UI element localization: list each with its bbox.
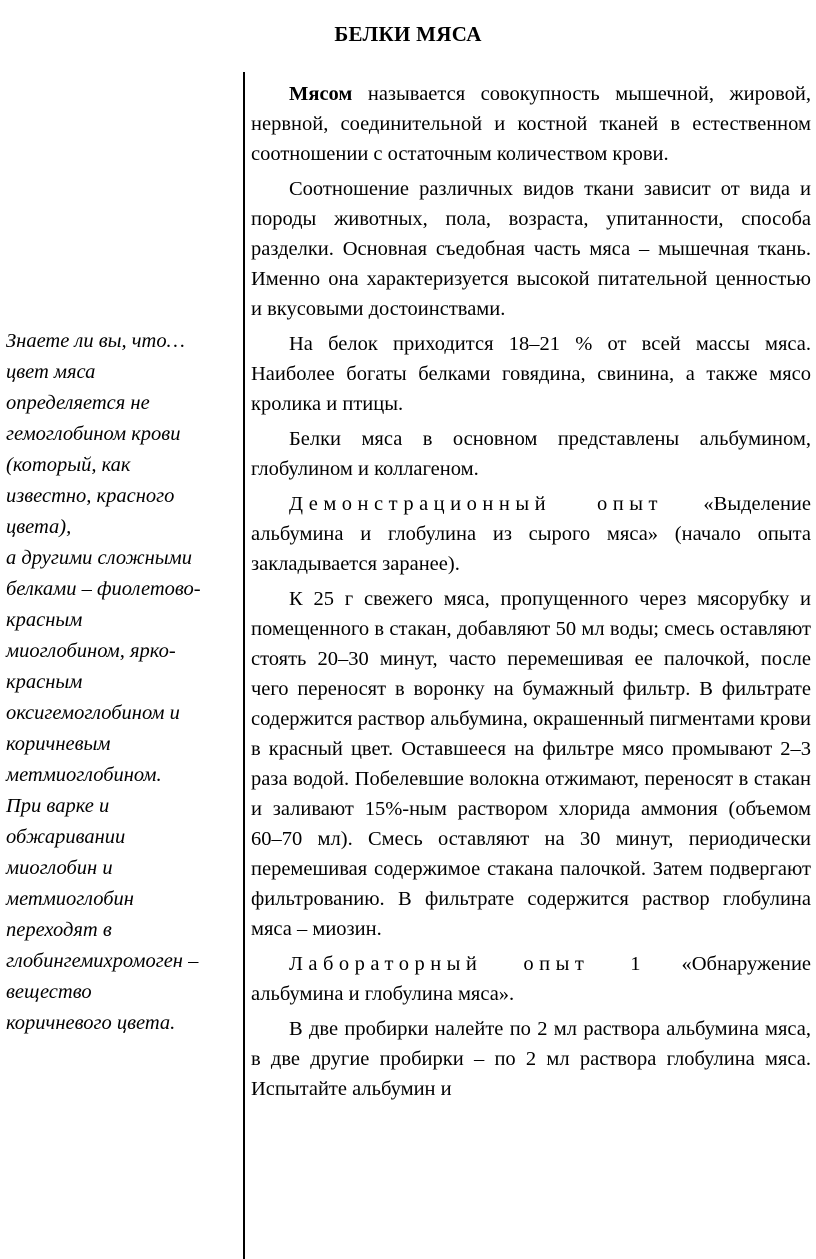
paragraph-text: называется совокупность мышечной, жировой, нервной, соединительной и костной тканей в естественном соотношении с остаточным количеством крови. — [251, 83, 811, 165]
paragraph-text: «Обнаружение альбумина и глобулина мяса». — [251, 953, 812, 1005]
sidebar-line: обжаривании — [6, 826, 126, 848]
sidebar-line: а другими сложными — [6, 547, 193, 569]
paragraph-lab-experiment — [251, 949, 811, 1009]
sidebar-line: определяется не — [6, 392, 150, 414]
paragraph-protein-share: На белок приходится 18–21 % от всей массы мяса. Наиболее богаты белками говядина, свинина, а также мясо кролика и птицы. — [251, 333, 811, 415]
sidebar-line: цвет мяса — [6, 361, 96, 383]
sidebar-line: вещество — [6, 981, 92, 1003]
paragraph-lab-instructions: В две пробирки налейте по 2 мл раствора альбумина мяса, в две другие пробирки – по 2 мл раствора глобулина мяса. Испытайте альбумин и — [251, 1018, 811, 1100]
term-meat: Мясом — [289, 83, 353, 105]
sidebar-line: глобингемихромоген – — [6, 950, 199, 972]
paragraph-meat-definition — [251, 79, 811, 169]
sidebar-line: метмиоглобин — [6, 888, 134, 910]
sidebar-line: красным — [6, 671, 83, 693]
sidebar-line: переходят в — [6, 919, 112, 941]
sidebar-line: оксигемоглобином и — [6, 702, 180, 724]
sidebar-line: гемоглобином крови — [6, 423, 181, 445]
sidebar-line: метмиоглобином. — [6, 764, 162, 786]
sidebar-line: Знаете ли вы, что… — [6, 330, 185, 352]
demo-experiment-label: Демонстрационный опыт — [289, 493, 663, 515]
sidebar-line: белками – фиолетово- — [6, 578, 201, 600]
sidebar-line: известно, красного — [6, 485, 175, 507]
main-text-column — [251, 79, 811, 1109]
sidebar-line: красным — [6, 609, 83, 631]
sidebar-line: миоглобином, ярко- — [6, 640, 176, 662]
paragraph-text: «Выделение альбумина и глобулина из сырого мяса» (начало опыта закладывается заранее). — [251, 493, 811, 575]
did-you-know-sidebar — [6, 326, 238, 1039]
sidebar-line: коричневым — [6, 733, 111, 755]
page-title: БЕЛКИ МЯСА — [334, 22, 482, 46]
sidebar-line: цвета), — [6, 516, 72, 538]
lab-experiment-label: Лабораторный опыт 1 — [289, 953, 647, 975]
paragraph-tissue-ratio: Соотношение различных видов ткани зависит от вида и породы животных, пола, возраста, упитанности, способа разделки. Основная съедобная часть мяса – мышечная ткань. Именно она характеризуется высокой питательной ценностью и вкусовыми достоинствами. — [251, 178, 811, 320]
paragraph-procedure: К 25 г свежего мяса, пропущенного через мясорубку и помещенного в стакан, добавляют 50 мл воды; смесь оставляют стоять 20–30 минут, часто перемешивая ее палочкой, после чего переносят в воронку на бумажный фильтр. В фильтрате содержится раствор альбумина, окрашенный пигментами крови в красный цвет. Оставшееся на фильтре мясо промывают 2–3 раза водой. Побелевшие волокна отжимают, переносят в стакан и заливают 15%-ным раствором хлорида аммония (объемом 60–70 мл). Смесь оставляют на 30 минут, периодически перемешивая содержимое стакана палочкой. Затем подвергают фильтрованию. В фильтрате содержится раствор глобулина мяса – миозин. — [251, 588, 811, 940]
paragraph-demo-experiment — [251, 489, 811, 579]
sidebar-line: При варке и — [6, 795, 110, 817]
sidebar-line: (который, как — [6, 454, 131, 476]
sidebar-line: коричневого цвета. — [6, 1012, 176, 1034]
paragraph-protein-types: Белки мяса в основном представлены альбумином, глобулином и коллагеном. — [251, 428, 811, 480]
column-divider — [243, 72, 245, 1259]
sidebar-line: миоглобин и — [6, 857, 113, 879]
